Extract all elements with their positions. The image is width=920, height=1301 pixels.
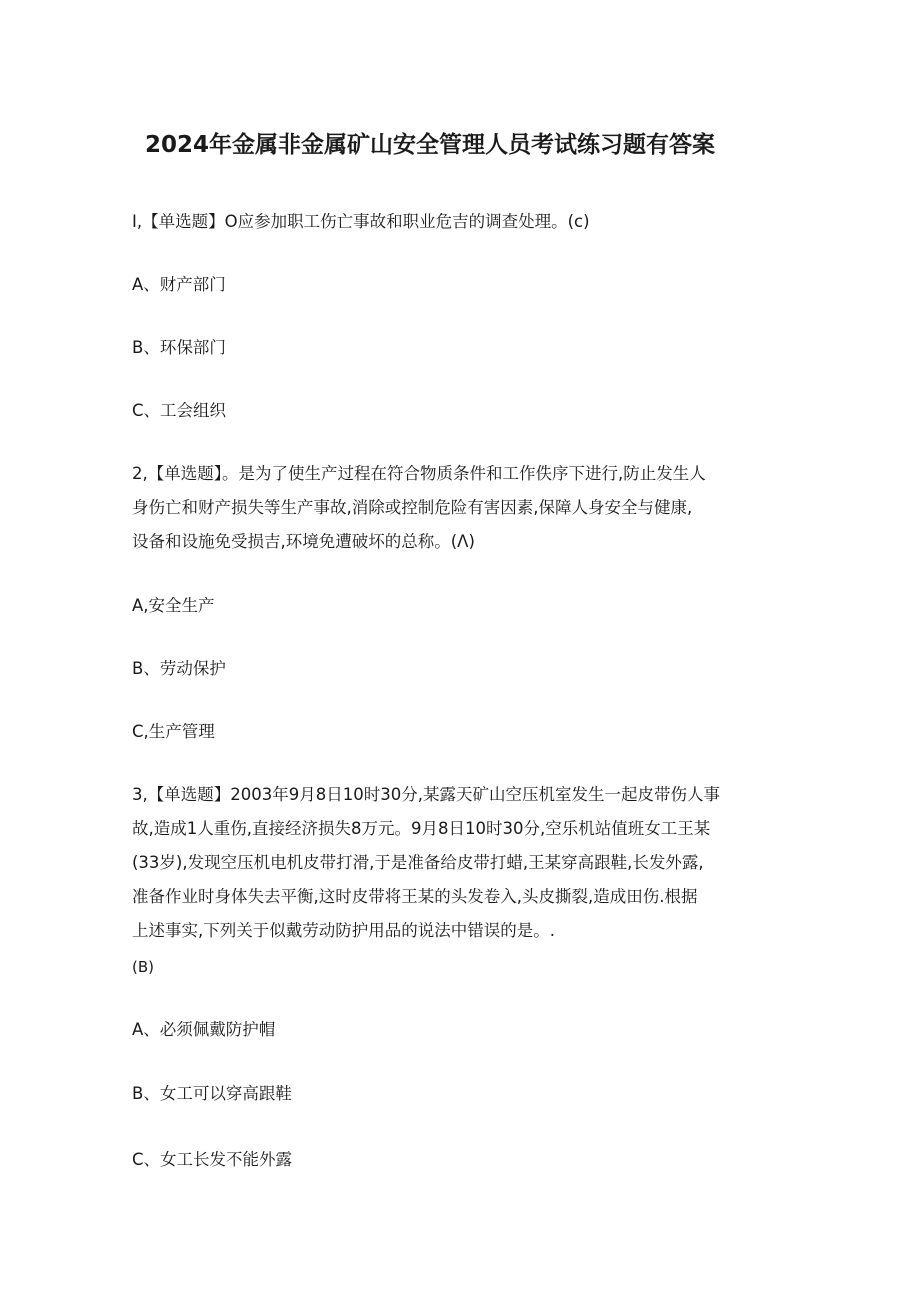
question-3-stem-line-1: 3,【单选题】2003年9月8日10时30分,某露天矿山空压机室发生一起皮带伤人事 (132, 785, 720, 804)
document-title (0, 128, 860, 162)
question-2-stem-line-3: 设备和设施免受损吉,环境免遭破坏的总称。(Λ) (132, 532, 475, 551)
question-3-answer: (B) (132, 958, 154, 976)
question-2-stem-line-1: 2,【单选题】。是为了使生产过程在符合物质条件和工作佚序下进行,防止发生人 (132, 464, 706, 483)
document-title-text: 2024年金属非金属矿山安全管理人员考试练习题有答案 (144, 132, 715, 158)
question-2-option-b: B、劳动保护 (132, 659, 226, 678)
question-3-option-b: B、女工可以穿高跟鞋 (132, 1084, 292, 1103)
question-1-option-b: B、环保部门 (132, 338, 226, 357)
question-3-stem-line-3: (33岁),发现空压机电机皮带打滑,于是准备给皮带打蜡,王某穿高跟鞋,长发外露, (132, 853, 704, 872)
question-1-option-a: A、财产部门 (132, 275, 226, 294)
question-3-stem-line-4: 准备作业时身体失去平衡,这时皮带将王某的头发卷入,头皮撕裂,造成田伤.根据 (132, 887, 698, 906)
question-3-stem-line-2: 故,造成1人重伤,直接经济损失8万元。9月8日10时30分,空乐机站值班女工王某 (132, 819, 711, 838)
question-1-option-c: C、工会组织 (132, 401, 227, 420)
question-2-stem-line-2: 身伤亡和财产损失等生产事故,消除或控制危险有害因素,保障人身安全与健康, (132, 498, 693, 517)
question-2-option-a: A,安全生产 (132, 596, 215, 615)
question-3-option-a: A、必须佩戴防护帽 (132, 1020, 276, 1039)
question-1-stem: I,【单选题】O应参加职工伤亡事故和职业危吉的调查处理。(c) (132, 212, 590, 231)
question-3-stem-line-5: 上述事实,下列关于似戴劳动防护用品的说法中错误的是。. (132, 921, 555, 940)
question-2-option-c: C,生产管理 (132, 722, 215, 741)
question-3-option-c: C、女工长发不能外露 (132, 1150, 293, 1169)
